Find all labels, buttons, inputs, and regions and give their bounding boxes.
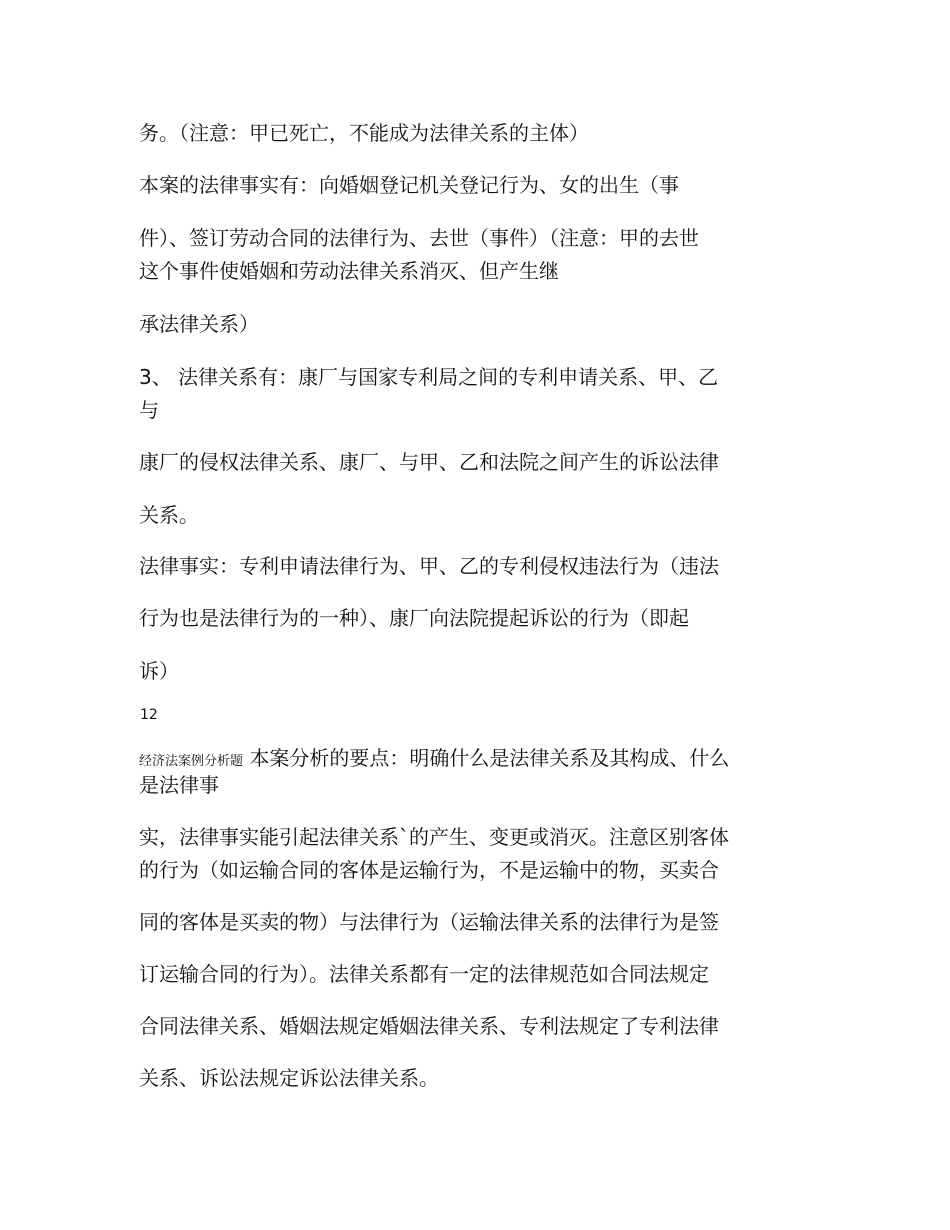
text-line-16: 的行为（如运输合同的客体是运输行为，不是运输中的物，买卖合 [139, 858, 719, 882]
text-line-3: 件）、签订劳动合同的法律行为、去世（事件）（注意：甲的去世 [139, 226, 699, 250]
header-line [139, 746, 729, 774]
running-header: 经济法案例分析题 [139, 754, 244, 769]
text-line-14: 是法律事 [139, 773, 219, 797]
text-line-1: 务。（注意：甲已死亡，不能成为法律关系的主体） [139, 121, 589, 145]
text-line-10: 法律事实：专利申请法律行为、甲、乙的专利侵权违法行为（违法 [139, 554, 719, 578]
text-line-8: 康厂的侵权法律关系、康厂、与甲、乙和法院之间产生的诉讼法律 [139, 450, 719, 474]
page-number: 12 [140, 707, 158, 723]
text-line-7: 与 [139, 398, 159, 422]
text-line-9: 关系。 [139, 503, 199, 527]
text-line-13: 本案分析的要点：明确什么是法律关系及其构成、什么 [249, 746, 730, 770]
text-line-6: 3、 法律关系有：康厂与国家专利局之间的专利申请关系、甲、乙 [139, 365, 719, 389]
text-line-18: 订运输合同的行为）。法律关系都有一定的法律规范如合同法规定 [139, 962, 709, 986]
text-line-11: 行为也是法律行为的一种）、康厂向法院提起诉讼的行为（即起 [139, 606, 689, 630]
text-line-20: 关系、诉讼法规定诉讼法律关系。 [139, 1066, 439, 1090]
text-line-5: 承法律关系） [139, 312, 259, 336]
text-line-19: 合同法律关系、婚姻法规定婚姻法律关系、专利法规定了专利法律 [139, 1014, 719, 1038]
text-line-4: 这个事件使婚姻和劳动法律关系消灭、但产生继 [139, 259, 559, 283]
text-line-17: 同的客体是买卖的物）与法律行为（运输法律关系的法律行为是签 [139, 910, 719, 934]
text-line-2: 本案的法律事实有：向婚姻登记机关登记行为、女的出生（事 [139, 173, 679, 197]
text-line-15: 实，法律事实能引起法律关系`的产生、变更或消灭。注意区别客体 [139, 825, 729, 849]
text-line-12: 诉） [139, 659, 179, 683]
